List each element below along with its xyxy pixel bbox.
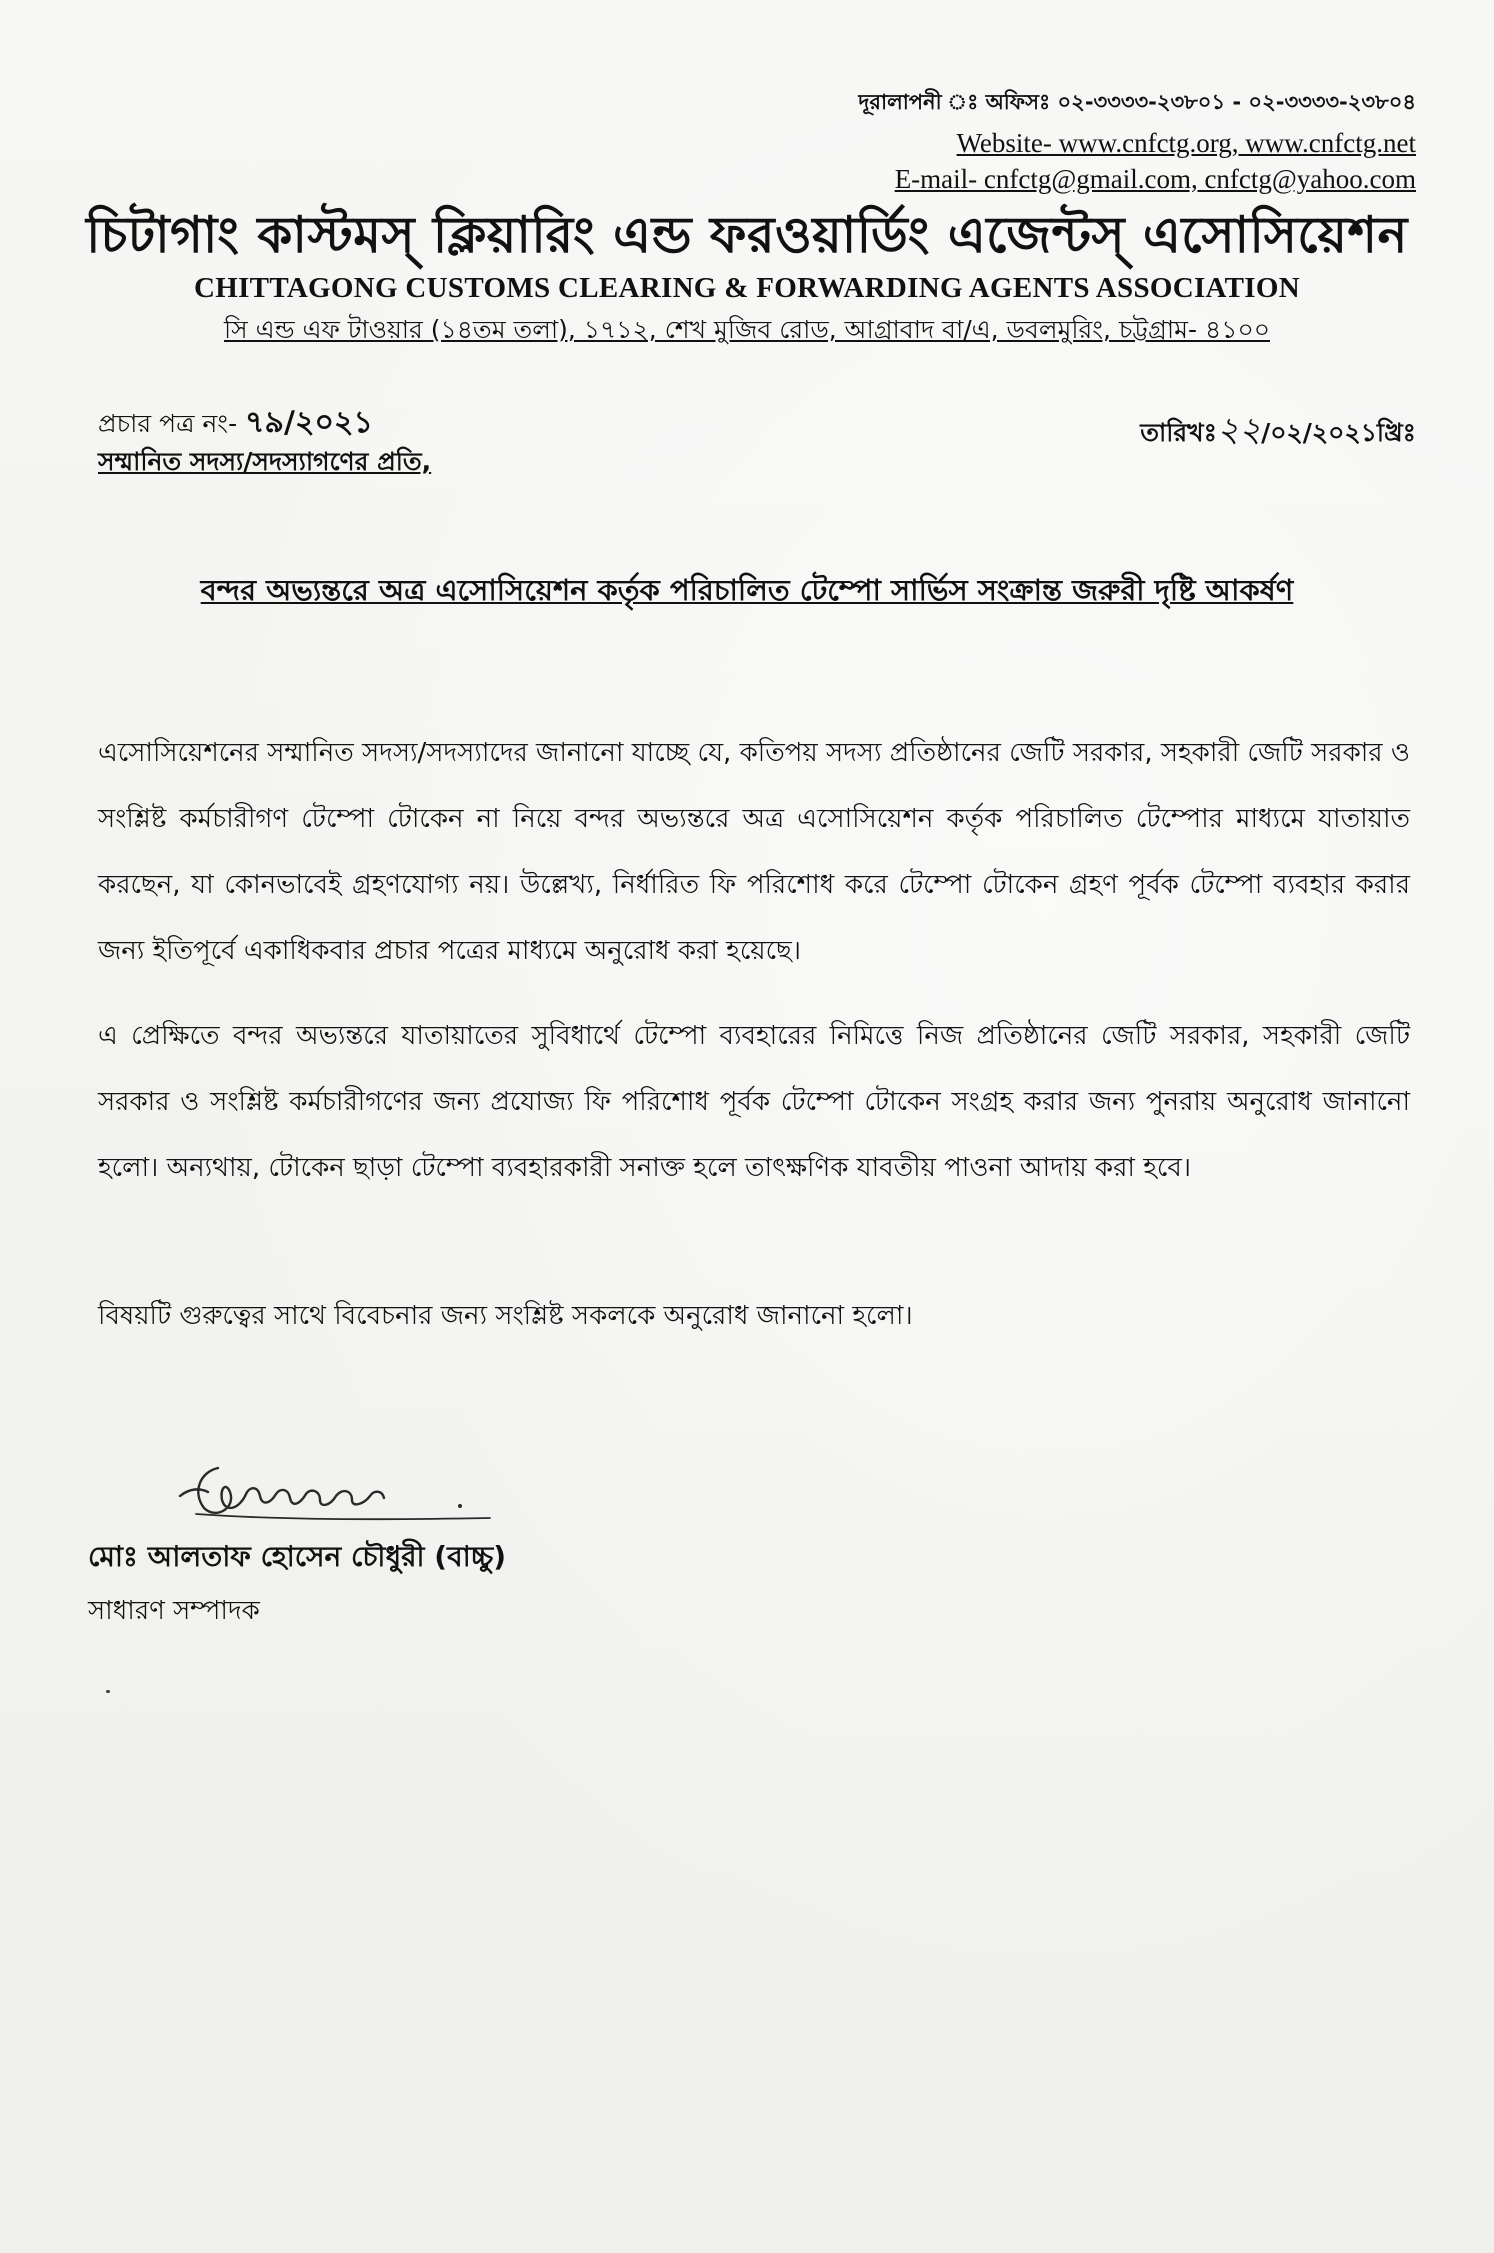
- email-line: E-mail- cnfctg@gmail.com, cnfctg@yahoo.com: [894, 164, 1416, 194]
- body-paragraph-2: এ প্রেক্ষিতে বন্দর অভ্যন্তরে যাতায়াতের সুবিধার্থে টেম্পো ব্যবহারের নিমিত্তে নিজ প্রতিষ্ঠানের জেটি সরকার, সহকারী জেটি সরকার ও সংশ্লিষ্ট কর্মচারীগণের জন্য প্রযোজ্য ফি পরিশোধ পূর্বক টেম্পো টোকেন সংগ্রহ করার জন্য পুনরায় অনুরোধ জানানো হলো। অন্যথায়, টোকেন ছাড়া টেম্পো ব্যবহারকারী সনাক্ত হলে তাৎক্ষণিক যাবতীয় পাওনা আদায় করা হবে।: [98, 1021, 1410, 1183]
- letter-date: [1140, 404, 1416, 461]
- signatory-title: সাধারণ সম্পাদক: [88, 1596, 260, 1626]
- signatory-name: মোঃ আলতাফ হোসেন চৌধুরী (বাচ্চু): [88, 1540, 507, 1573]
- org-name-english: CHITTAGONG CUSTOMS CLEARING & FORWARDING AGENTS ASSOCIATION: [194, 272, 1300, 304]
- org-name-bengali: চিটাগাং কাস্টমস্ ক্লিয়ারিং এন্ড ফরওয়ার্ডিং এজেন্টস্ এসোসিয়েশন: [86, 206, 1408, 264]
- paper-speck: [106, 1690, 110, 1693]
- phone-line: দূরালাপনী ঃ অফিসঃ ০২-৩৩৩৩-২৩৮০১ - ০২-৩৩৩৩-২৩৮০৪: [858, 90, 1416, 114]
- circular-reference-label: প্রচার পত্র নং-: [98, 409, 238, 438]
- handwritten-signature: [160, 1448, 520, 1528]
- circular-reference-number: ৭৯/২০২১: [245, 405, 373, 440]
- recipient-line: সম্মানিত সদস্য/সদস্যাগণের প্রতি,: [98, 447, 432, 476]
- org-address-text: সি এন্ড এফ টাওয়ার (১৪তম তলা), ১৭১২, শেখ মুজিব রোড, আগ্রাবাদ বা/এ, ডবলমুরিং, চট্টগ্রাম- ৪১০০: [224, 315, 1270, 344]
- body-paragraph-1: এসোসিয়েশনের সম্মানিত সদস্য/সদস্যাদের জানানো যাচ্ছে যে, কতিপয় সদস্য প্রতিষ্ঠানের জেটি সরকার, সহকারী জেটি সরকার ও সংশ্লিষ্ট কর্মচারীগণ টেম্পো টোকেন না নিয়ে বন্দর অভ্যন্তরে অত্র এসোসিয়েশন কর্তৃক পরিচালিত টেম্পোর মাধ্যমে যাতায়াত করছেন, যা কোনভাবেই গ্রহণযোগ্য নয়। উল্লেখ্য, নির্ধারিত ফি পরিশোধ করে টেম্পো টোকেন গ্রহণ পূর্বক টেম্পো ব্যবহার করার জন্য ইতিপূর্বে একাধিকবার প্রচার পত্রের মাধ্যমে অনুরোধ করা হয়েছে।: [98, 738, 1411, 966]
- date-day-handwritten: ২২: [1216, 410, 1262, 450]
- letter-subject: বন্দর অভ্যন্তরে অত্র এসোসিয়েশন কর্তৃক পরিচালিত টেম্পো সার্ভিস সংক্রান্ত জরুরী দৃষ্টি আকর্ষণ: [200, 573, 1294, 607]
- body-paragraph-3: বিষয়টি গুরুত্বের সাথে বিবেচনার জন্য সংশ্লিষ্ট সকলকে অনুরোধ জানানো হলো।: [98, 1301, 913, 1331]
- org-address: [0, 310, 1494, 353]
- date-month-year: /০২/২০২১খ্রিঃ: [1261, 418, 1416, 447]
- date-label: তারিখঃ: [1140, 418, 1217, 447]
- website-line: Website- www.cnfctg.org, www.cnfctg.net: [956, 128, 1416, 158]
